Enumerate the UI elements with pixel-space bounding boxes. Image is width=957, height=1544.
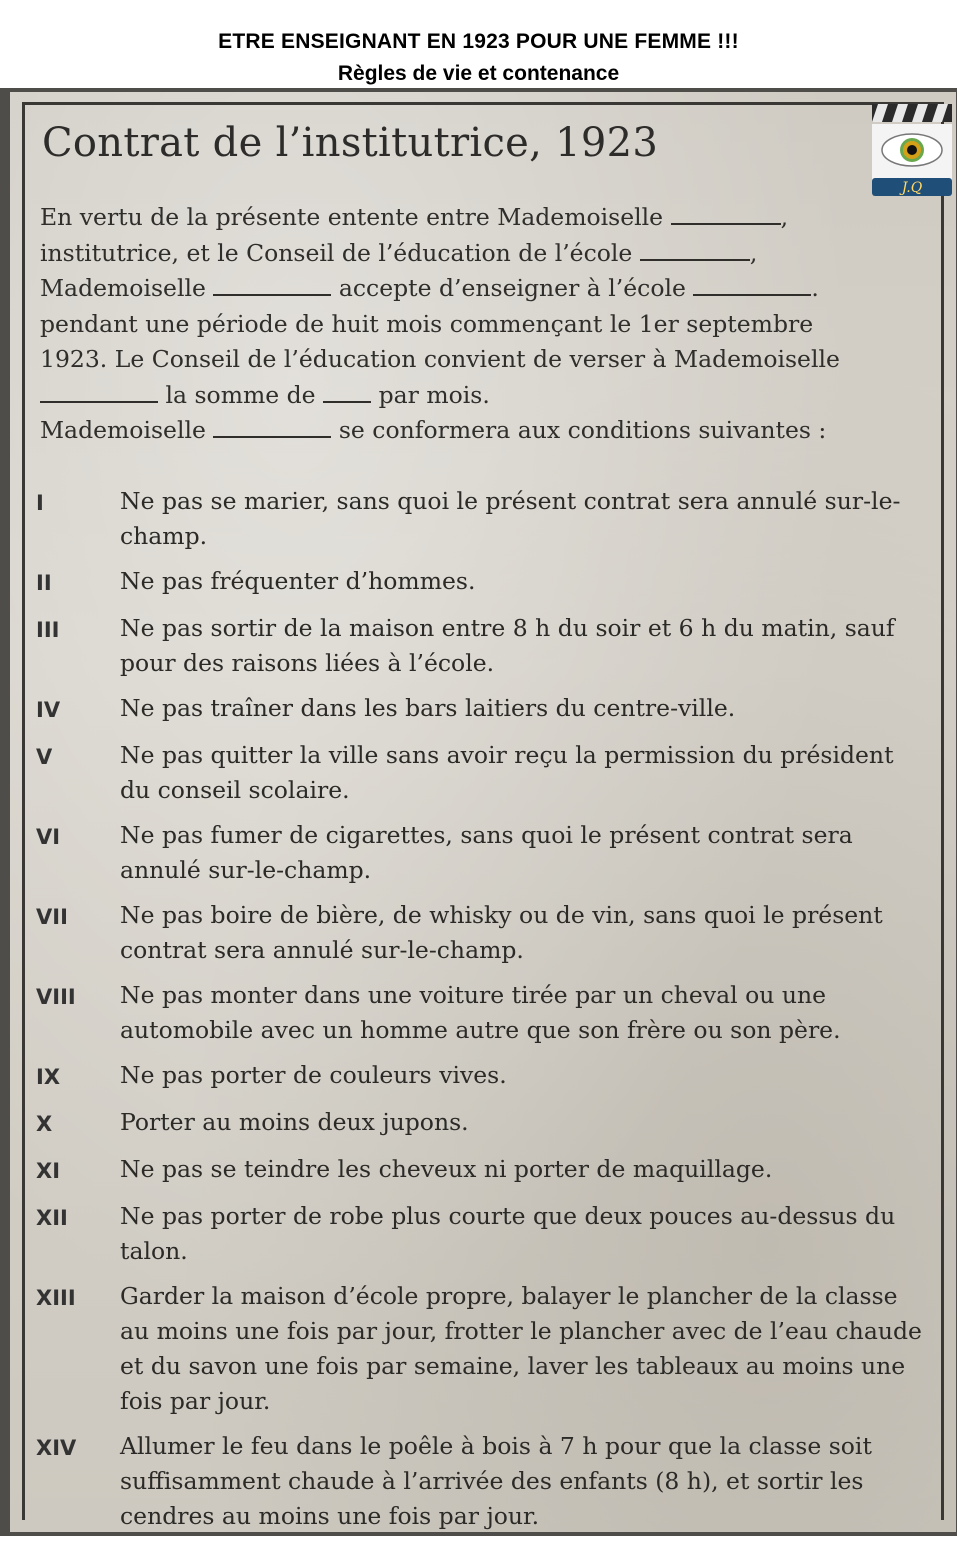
- rule-4: [36, 691, 926, 728]
- rule-text: Ne pas boire de bière, de whisky ou de vin, sans quoi le présent contrat sera annulé sur-le-champ.: [120, 901, 883, 964]
- rule-text: Ne pas fumer de cigarettes, sans quoi le présent contrat sera annulé sur-le-champ.: [120, 821, 853, 884]
- intro-line-3a: Mademoiselle: [40, 274, 206, 302]
- rule-text: Ne pas sortir de la maison entre 8 h du soir et 6 h du matin, sauf pour des raisons liées à l’école.: [120, 614, 895, 677]
- contract-title: Contrat de l’institutrice, 1923: [42, 120, 659, 166]
- blank-school-2: [693, 273, 811, 296]
- rule-9: [36, 1058, 926, 1095]
- rule-12: [36, 1199, 926, 1269]
- rule-3: [36, 611, 926, 681]
- intro-line-7b: se conformera aux conditions suivantes :: [338, 416, 827, 444]
- rule-number: I: [36, 491, 44, 515]
- rule-text: Porter au moins deux jupons.: [120, 1108, 469, 1136]
- intro-line-3b: accepte d’enseigner à l’école: [338, 274, 686, 302]
- rule-number: XI: [36, 1159, 61, 1183]
- blank-school-1: [640, 237, 750, 260]
- contract-paper: [10, 92, 956, 1532]
- intro-line-6a: la somme de: [165, 380, 316, 409]
- rule-number: VI: [36, 825, 61, 849]
- rules-list: [36, 484, 926, 1544]
- rule-text: Ne pas quitter la ville sans avoir reçu la permission du président du conseil scolaire.: [120, 741, 894, 804]
- rule-text: Ne pas se teindre les cheveux ni porter de maquillage.: [120, 1155, 773, 1183]
- rule-number: VIII: [36, 985, 76, 1009]
- contract-intro: En vertu de la présente entente entre Mademoiselle , institutrice, et le Conseil de l’éducation de l’école , Mademoiselle accepte d’enseigner à l’école . pendant une période de huit mois commençant le 1er septembre 1923. Le Conseil de l’éducation convient de verser à Mademoiselle la somme de par mois. Mademoiselle se conformera aux conditions suivantes :: [40, 200, 920, 449]
- rule-8: [36, 978, 926, 1048]
- intro-line-6b: par mois.: [378, 380, 490, 409]
- rule-text: Ne pas fréquenter d’hommes.: [120, 567, 476, 595]
- intro-line-5: 1923. Le Conseil de l’éducation convient de verser à Mademoiselle: [40, 345, 840, 373]
- rule-text: Ne pas traîner dans les bars laitiers du centre-ville.: [120, 694, 736, 722]
- intro-line-7a: Mademoiselle: [40, 416, 206, 444]
- intro-line-1: En vertu de la présente entente entre Mademoiselle: [40, 203, 664, 231]
- rule-2: [36, 564, 926, 601]
- blank-name-3: [40, 379, 158, 402]
- header-subtitle: Règles de vie et contenance: [337, 62, 620, 85]
- rule-number: VII: [36, 905, 68, 929]
- rule-text: Ne pas porter de robe plus courte que deux pouces au-dessus du talon.: [120, 1202, 896, 1265]
- rule-11: [36, 1152, 926, 1189]
- blank-name-4: [213, 415, 331, 438]
- rule-text: Allumer le feu dans le poêle à bois à 7 h pour que la classe soit suffisamment chaude à l’arrivée des enfants (8 h), et sortir les cendres au moins une fois par jour.: [120, 1432, 872, 1530]
- rule-13: [36, 1279, 926, 1419]
- rule-14: [36, 1429, 926, 1534]
- intro-line-4: pendant une période de huit mois commençant le 1er septembre: [40, 309, 814, 338]
- rule-7: [36, 898, 926, 968]
- header-title: ETRE ENSEIGNANT EN 1923 POUR UNE FEMME !!!: [218, 30, 739, 53]
- rule-text: Ne pas porter de couleurs vives.: [120, 1061, 507, 1089]
- rule-1: [36, 484, 926, 554]
- rule-number: XIV: [36, 1436, 77, 1460]
- blank-name-2: [213, 273, 331, 296]
- rule-6: [36, 818, 926, 888]
- rule-number: V: [36, 745, 53, 769]
- rule-10: [36, 1105, 926, 1142]
- rule-number: IV: [36, 698, 61, 722]
- rule-text: Garder la maison d’école propre, balayer le plancher de la classe au moins une fois par jour, frotter le plancher avec de l’eau chaude et du savon une fois par semaine, laver les tableaux au moins une fois par jour.: [120, 1282, 922, 1415]
- intro-line-2: institutrice, et le Conseil de l’éducation de l’école: [40, 238, 633, 267]
- rule-number: X: [36, 1112, 53, 1136]
- rule-number: IX: [36, 1065, 61, 1089]
- clapperboard-eye-icon: [868, 98, 956, 198]
- rule-text: Ne pas se marier, sans quoi le présent contrat sera annulé sur-le-champ.: [120, 487, 901, 550]
- rule-5: [36, 738, 926, 808]
- rule-number: XIII: [36, 1286, 76, 1310]
- blank-name-1: [671, 202, 781, 225]
- logo-initials: J.Q: [901, 180, 923, 196]
- page-header: [0, 26, 957, 90]
- blank-amount: [323, 379, 371, 402]
- rule-number: XII: [36, 1206, 68, 1230]
- contract-photo: [0, 88, 957, 1536]
- rule-number: II: [36, 571, 52, 595]
- rule-number: III: [36, 618, 60, 642]
- rule-text: Ne pas monter dans une voiture tirée par un cheval ou une automobile avec un homme autre que son frère ou son père.: [120, 981, 841, 1044]
